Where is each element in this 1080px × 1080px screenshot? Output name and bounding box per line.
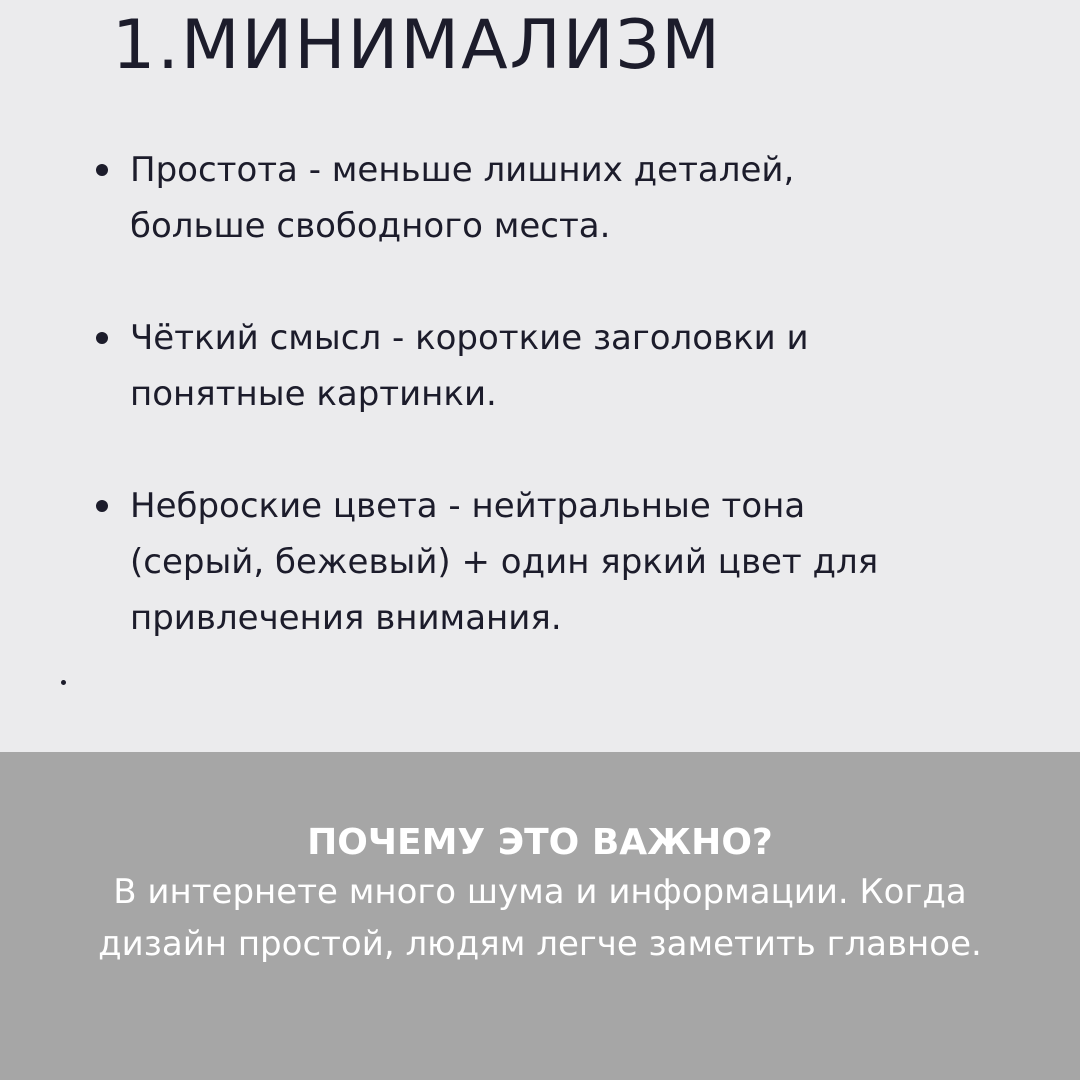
bullet-text-line: понятные картинки. bbox=[130, 374, 497, 414]
page-title: 1.МИНИМАЛИЗМ bbox=[112, 6, 722, 85]
bullet-text-line: (серый, бежевый) + один яркий цвет для bbox=[130, 542, 879, 582]
why-important-panel bbox=[0, 752, 1080, 1080]
why-body-line: дизайн простой, людям легче заметить главное. bbox=[98, 924, 982, 964]
bullet-text-line: привлечения внимания. bbox=[130, 598, 562, 638]
why-body bbox=[0, 866, 1080, 970]
bullet-item-muted-colors bbox=[130, 478, 1030, 646]
bullet-text-line: больше свободного места. bbox=[130, 206, 611, 246]
bullet-dot-icon bbox=[96, 500, 108, 512]
bullet-item-clear-meaning bbox=[130, 310, 1030, 422]
bullet-item-simplicity bbox=[130, 142, 1030, 254]
bullet-text-line: Простота - меньше лишних деталей, bbox=[130, 150, 795, 190]
bullet-text-line: Неброские цвета - нейтральные тона bbox=[130, 486, 806, 526]
bullet-dot-icon bbox=[96, 332, 108, 344]
bullet-dot-icon bbox=[96, 164, 108, 176]
why-heading: ПОЧЕМУ ЭТО ВАЖНО? bbox=[307, 822, 773, 863]
bullet-text-line: Чёткий смысл - короткие заголовки и bbox=[130, 318, 809, 358]
why-body-line: В интернете много шума и информации. Когда bbox=[113, 872, 967, 912]
